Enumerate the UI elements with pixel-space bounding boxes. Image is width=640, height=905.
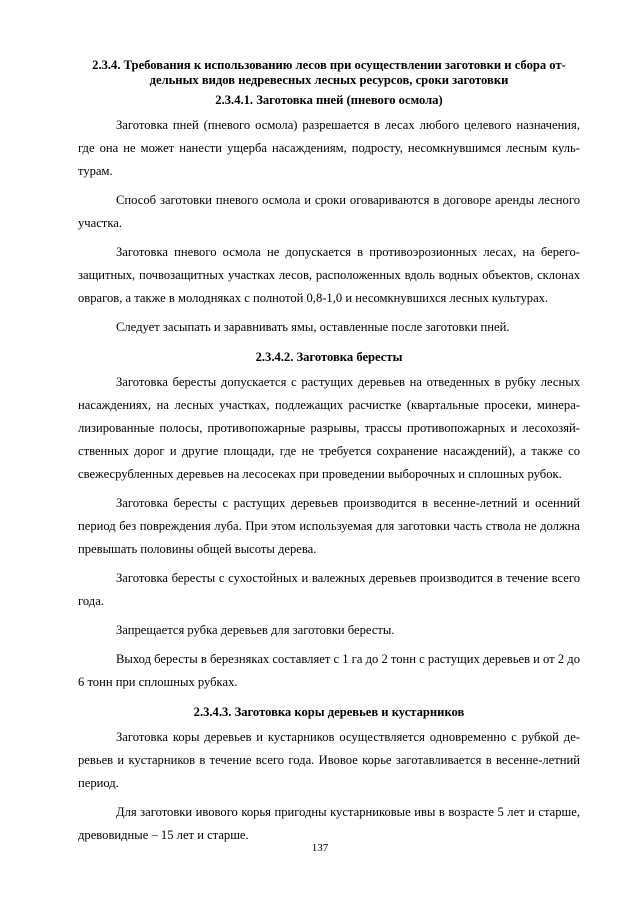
page-number: 137 bbox=[311, 842, 329, 854]
paragraph: Заготовка пней (пневого осмола) разрешается в лесах любого целевого назначения, где она не может нанести ущерба насаждениям, подросту, несомкнувшимся лесным культурам. bbox=[78, 118, 580, 178]
paragraph: Способ заготовки пневого осмола и сроки оговариваются в договоре аренды лесного участка. bbox=[78, 193, 580, 230]
paragraph: Для заготовки ивового корья пригодны кустарниковые ивы в возрасте 5 лет и старше, древовидные – 15 лет и старше. bbox=[78, 805, 580, 842]
document-page bbox=[78, 58, 580, 853]
paragraph: Запрещается рубка деревьев для заготовки бересты. bbox=[116, 623, 395, 637]
subsection-title-bark: 2.3.4.3. Заготовка коры деревьев и кустарников bbox=[193, 705, 465, 719]
section-title: 2.3.4. Требования к использованию лесов при осуществлении заготовки и сбора отдельных видов недревесных лесных ресурсов, сроки заготовки bbox=[92, 58, 566, 87]
paragraph: Заготовка бересты с растущих деревьев производится в весенне-летний и осенний период без повреждения луба. При этом используемая для заготовки часть ствола не должна превышать половины общей высоты дерева. bbox=[78, 496, 580, 556]
paragraph: Заготовка бересты с сухостойных и валежных деревьев производится в течение всего года. bbox=[78, 571, 580, 608]
paragraph: Выход бересты в березняках составляет с 1 га до 2 тонн с растущих деревьев и от 2 до 6 тонн при сплошных рубках. bbox=[78, 652, 580, 689]
paragraph: Следует засыпать и заравнивать ямы, оставленные после заготовки пней. bbox=[116, 320, 510, 334]
subsection-title-stumps: 2.3.4.1. Заготовка пней (пневого осмола) bbox=[215, 93, 443, 107]
paragraph: Заготовка бересты допускается с растущих деревьев на отведенных в рубку лесных насаждениях, на лесных участках, подлежащих расчистке (квартальные просеки, минерализированные полосы, противопожарные разрывы, трассы противопожарных и лесохозяйственных дорог и другие площади, где не требуется сохранение насаждений), а также со свежесрубленных деревьев на лесосеках при проведении выборочных и сплошных рубок. bbox=[78, 375, 580, 481]
paragraph: Заготовка пневого осмола не допускается в противоэрозионных лесах, на берегозащитных, почвозащитных участках лесов, расположенных вдоль водных объектов, склонах оврагов, а также в молодняках с полнотой 0,8-1,0 и несомкнувшихся лесных культурах. bbox=[78, 245, 580, 305]
paragraph: Заготовка коры деревьев и кустарников осуществляется одновременно с рубкой деревьев и кустарников в течение всего года. Ивовое корье заготавливается в весенне-летний период. bbox=[78, 730, 580, 790]
subsection-title-birch-bark: 2.3.4.2. Заготовка бересты bbox=[255, 350, 403, 364]
